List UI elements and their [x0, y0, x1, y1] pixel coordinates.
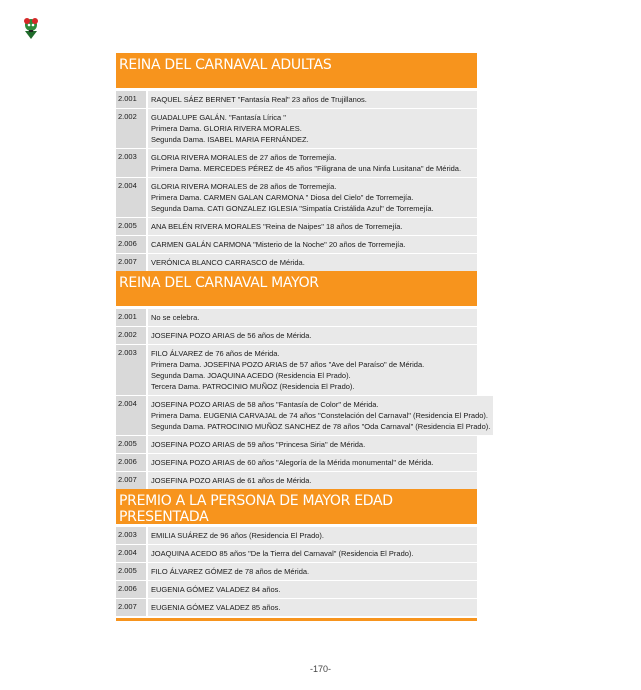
table-row [116, 527, 477, 544]
entry-line: GUADALUPE GALÁN. "Fantasía Lírica " [151, 113, 286, 122]
entry-cell [148, 91, 477, 108]
entry-cell [148, 254, 477, 271]
table-row [116, 327, 477, 344]
year-cell: 2.001 [116, 309, 146, 326]
entry-line: GLORIA RIVERA MORALES de 28 años de Torremejía. [151, 182, 337, 191]
year-cell: 2.006 [116, 454, 146, 471]
carnival-mask-logo [20, 16, 42, 40]
entry-line: Segunda Dama. PATROCINIO MUÑOZ SANCHEZ de 78 años "Oda Carnaval" (Residencia El Prado). [151, 422, 491, 431]
entry-line: Tercera Dama. PATROCINIO MUÑOZ (Residencia El Prado). [151, 382, 355, 391]
entry-line: Primera Dama. MERCEDES PÉREZ de 45 años "Filigrana de una Ninfa Lusitana" de Mérida. [151, 164, 462, 173]
entry-cell [148, 109, 477, 148]
section-header: REINA DEL CARNAVAL ADULTAS [116, 53, 477, 90]
entry-cell [148, 563, 477, 580]
entry-line: JOAQUINA ACEDO 85 años "De la Tierra del Carnaval" (Residencia El Prado). [151, 549, 414, 558]
table-row [116, 454, 477, 471]
table-row [116, 581, 477, 598]
entry-line: VERÓNICA BLANCO CARRASCO de Mérida. [151, 258, 305, 267]
entry-line: FILO ÁLVAREZ de 76 años de Mérida. [151, 349, 280, 358]
year-cell: 2.005 [116, 436, 146, 453]
table-row [116, 218, 477, 235]
year-cell: 2.007 [116, 472, 146, 489]
table-row [116, 563, 477, 580]
table-row [116, 599, 477, 616]
entry-cell [148, 599, 477, 616]
entry-line: JOSEFINA POZO ARIAS de 56 años de Mérida. [151, 331, 312, 340]
year-cell: 2.003 [116, 527, 146, 544]
year-cell: 2.005 [116, 563, 146, 580]
entry-line: JOSEFINA POZO ARIAS de 58 años "Fantasía de Color" de Mérida. [151, 400, 379, 409]
year-cell: 2.001 [116, 91, 146, 108]
year-cell: 2.004 [116, 178, 146, 217]
entry-cell [148, 218, 477, 235]
entry-cell [148, 345, 477, 395]
entry-line: EMILIA SUÁREZ de 96 años (Residencia El Prado). [151, 531, 324, 540]
entry-line: Segunda Dama. ISABEL MARIA FERNÁNDEZ. [151, 135, 309, 144]
year-cell: 2.003 [116, 345, 146, 395]
year-cell: 2.004 [116, 545, 146, 562]
table-row [116, 345, 477, 395]
table-row [116, 254, 477, 271]
table-row [116, 236, 477, 253]
entry-cell [148, 396, 493, 435]
table-row [116, 436, 477, 453]
year-cell: 2.005 [116, 218, 146, 235]
table-row [116, 109, 477, 148]
entry-cell [148, 309, 477, 326]
entry-line: GLORIA RIVERA MORALES de 27 años de Torremejía. [151, 153, 337, 162]
entry-line: JOSEFINA POZO ARIAS de 61 años de Mérida. [151, 476, 312, 485]
entry-line: EUGENIA GÓMEZ VALADEZ 84 años. [151, 585, 281, 594]
table-row [116, 178, 477, 217]
entry-cell [148, 236, 477, 253]
year-cell: 2.007 [116, 599, 146, 616]
page-number: -170- [309, 664, 331, 674]
entry-cell [148, 436, 477, 453]
entry-cell [148, 327, 477, 344]
table-row [116, 309, 477, 326]
year-cell: 2.006 [116, 581, 146, 598]
entry-line: RAQUEL SÁEZ BERNET "Fantasía Real" 23 años de Trujillanos. [151, 95, 367, 104]
entry-line: Primera Dama. EUGENIA CARVAJAL de 74 años "Constelación del Carnaval" (Residencia El Prado). [151, 411, 489, 420]
entry-cell [148, 149, 477, 177]
table-row [116, 472, 477, 489]
footer-divider [116, 618, 477, 621]
entry-cell [148, 545, 477, 562]
year-cell: 2.002 [116, 109, 146, 148]
year-cell: 2.002 [116, 327, 146, 344]
entry-cell [148, 178, 477, 217]
table-row [116, 545, 477, 562]
entry-cell [148, 581, 477, 598]
year-cell: 2.006 [116, 236, 146, 253]
entry-cell [148, 527, 477, 544]
entry-line: EUGENIA GÓMEZ VALADEZ 85 años. [151, 603, 281, 612]
year-cell: 2.004 [116, 396, 146, 435]
entry-line: Primera Dama. GLORIA RIVERA MORALES. [151, 124, 302, 133]
entry-cell [148, 472, 477, 489]
year-cell: 2.003 [116, 149, 146, 177]
table-row [116, 396, 491, 435]
entry-line: CARMEN GALÁN CARMONA "Misterio de la Noche" 20 años de Torremejía. [151, 240, 406, 249]
entry-line: Primera Dama. JOSEFINA POZO ARIAS de 57 años "Ave del Paraíso" de Mérida. [151, 360, 425, 369]
table-row [116, 149, 477, 177]
entry-line: ANA BELÉN RIVERA MORALES "Reina de Naipes" 18 años de Torremejía. [151, 222, 403, 231]
entry-line: Primera Dama. CARMEN GALAN CARMONA " Diosa del Cielo" de Torremejía. [151, 193, 414, 202]
entry-line: JOSEFINA POZO ARIAS de 60 años "Alegoría de la Mérida monumental" de Mérida. [151, 458, 434, 467]
entry-line: No se celebra. [151, 313, 200, 322]
entry-line: Segunda Dama. CATI GONZALEZ IGLESIA "Simpatía Cristálida Azul" de Torremejía. [151, 204, 434, 213]
entry-line: FILO ÁLVAREZ GÓMEZ de 78 años de Mérida. [151, 567, 310, 576]
section-header: REINA DEL CARNAVAL MAYOR [116, 271, 477, 308]
year-cell: 2.007 [116, 254, 146, 271]
entry-cell [148, 454, 477, 471]
entry-line: JOSEFINA POZO ARIAS de 59 años "Princesa Siria" de Mérida. [151, 440, 366, 449]
table-row [116, 91, 477, 108]
entry-line: Segunda Dama. JOAQUINA ACEDO (Residencia El Prado). [151, 371, 351, 380]
section-header: PREMIO A LA PERSONA DE MAYOR EDAD PRESENTADA [116, 489, 477, 526]
carnival-results-document [116, 53, 491, 621]
